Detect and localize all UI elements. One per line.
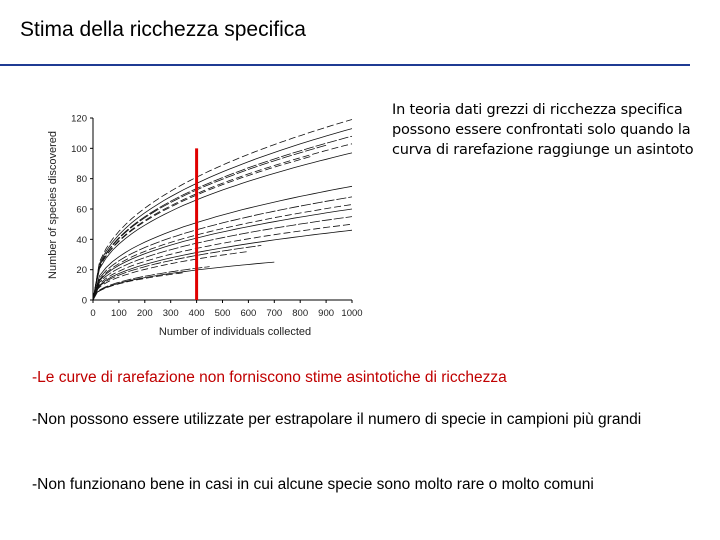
x-tick-label: 1000 bbox=[341, 308, 363, 319]
title-underline bbox=[0, 64, 690, 66]
slide-title: Stima della ricchezza specifica bbox=[20, 18, 306, 41]
chart-series bbox=[93, 120, 352, 301]
y-tick-label: 120 bbox=[71, 113, 87, 125]
rarefaction-curve bbox=[93, 230, 352, 300]
y-tick-label: 80 bbox=[76, 174, 87, 186]
y-tick-label: 40 bbox=[76, 234, 87, 246]
rarefaction-chart bbox=[40, 100, 380, 350]
x-tick-label: 400 bbox=[188, 308, 205, 319]
x-tick-label: 900 bbox=[318, 308, 335, 319]
x-tick-label: 0 bbox=[90, 308, 96, 319]
x-tick-label: 800 bbox=[292, 308, 309, 319]
rarefaction-curve bbox=[93, 267, 210, 300]
x-tick-label: 200 bbox=[136, 308, 153, 319]
y-tick-label: 0 bbox=[81, 295, 87, 307]
x-tick-label: 300 bbox=[162, 308, 179, 319]
x-tick-label: 500 bbox=[214, 308, 231, 319]
x-tick-label: 700 bbox=[266, 308, 283, 319]
y-tick-label: 100 bbox=[71, 143, 87, 155]
bullet-3: -Non funzionano bene in casi in cui alcune specie sono molto rare o molto comuni bbox=[32, 476, 594, 493]
x-tick-label: 600 bbox=[240, 308, 257, 319]
note-text: In teoria dati grezzi di ricchezza specifica possono essere confrontati solo quando la curva di rarefazione raggiunge un asintoto bbox=[392, 102, 694, 158]
y-axis-label: Number of species discovered bbox=[47, 131, 59, 279]
y-tick-label: 20 bbox=[76, 265, 87, 277]
bullet-1: -Le curve di rarefazione non forniscono stime asintotiche di ricchezza bbox=[32, 369, 507, 386]
x-tick-label: 100 bbox=[110, 308, 127, 319]
bullet-2: -Non possono essere utilizzate per estrapolare il numero di specie in campioni più grandi bbox=[32, 411, 642, 428]
y-tick-label: 60 bbox=[76, 204, 87, 216]
x-axis-label: Number of individuals collected bbox=[158, 326, 312, 338]
